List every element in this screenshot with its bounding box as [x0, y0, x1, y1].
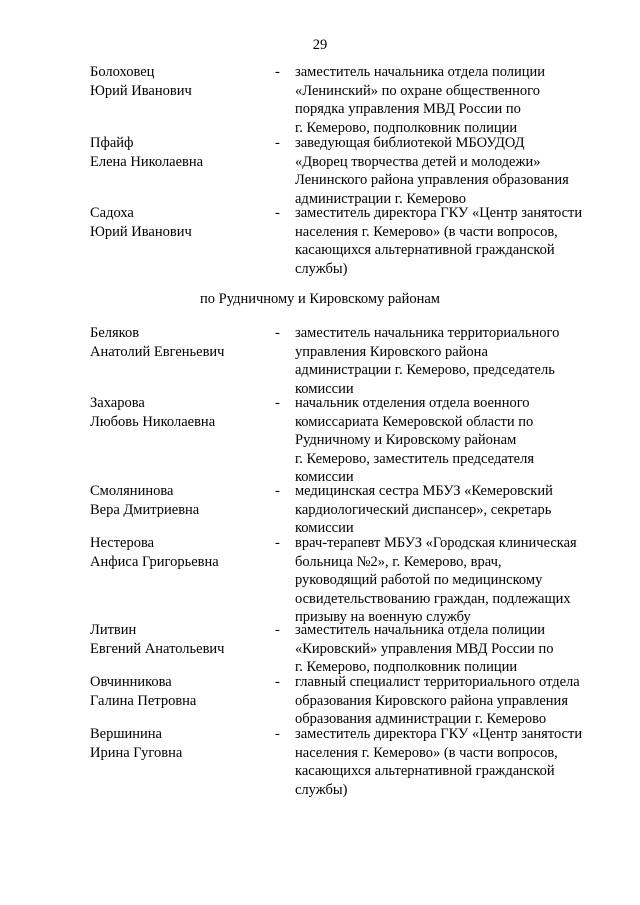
member-given-names: Галина Петровна [90, 692, 197, 709]
position-line: управления Кировского района [295, 343, 488, 360]
position-line: медицинская сестра МБУЗ «Кемеровский [295, 483, 553, 499]
member-name [90, 63, 270, 100]
separator-dash: - [275, 205, 280, 221]
position-line: г. Кемерово, подполковник полиции [295, 119, 518, 136]
position-line: комиссии [295, 380, 354, 397]
member-surname: Болоховец [90, 64, 155, 80]
member-surname: Смолянинова [90, 483, 174, 499]
position-line: службы) [295, 260, 348, 277]
position-line: г. Кемерово, подполковник полиции [295, 659, 518, 675]
position-line: г. Кемерово, заместитель председателя [295, 450, 534, 467]
member-surname: Пфайф [90, 135, 134, 151]
position-line: образования администрации г. Кемерово [295, 711, 547, 727]
member-position [295, 134, 610, 208]
separator-dash: - [275, 622, 280, 638]
position-line: кардиологический диспансер», секретарь [295, 501, 552, 518]
position-line: службы) [295, 781, 348, 798]
member-name [90, 134, 270, 171]
member-name [90, 673, 270, 710]
member-position [295, 621, 610, 677]
position-line: врач-терапевт МБУЗ «Городская клиническая [295, 535, 577, 551]
position-line: образования Кировского района управления [295, 692, 568, 709]
member-position [295, 204, 610, 278]
separator-dash: - [275, 64, 280, 80]
separator-dash: - [275, 395, 280, 411]
position-line: касающихся альтернативной гражданской [295, 242, 555, 258]
member-position [295, 534, 610, 627]
member-surname: Беляков [90, 325, 140, 341]
member-surname: Овчинникова [90, 674, 172, 690]
position-line: больница №2», г. Кемерово, врач, [295, 553, 502, 570]
member-name [90, 394, 270, 431]
member-given-names: Юрий Иванович [90, 82, 192, 99]
position-line: «Кировский» управления МВД России по [295, 640, 554, 657]
position-line: заместитель начальника территориального [295, 325, 560, 341]
position-line: заместитель директора ГКУ «Центр занятости [295, 205, 583, 221]
member-given-names: Елена Николаевна [90, 153, 204, 170]
separator-dash: - [275, 535, 280, 551]
position-line: комиссии [295, 520, 354, 536]
position-line: заместитель начальника отдела полиции [295, 622, 546, 638]
member-position [295, 725, 610, 799]
member-given-names: Евгений Анатольевич [90, 640, 225, 657]
position-line: Рудничному и Кировскому районам [295, 432, 517, 448]
position-line: главный специалист территориального отдела [295, 674, 580, 690]
member-given-names: Анфиса Григорьевна [90, 553, 219, 570]
member-name [90, 621, 270, 658]
member-surname: Литвин [90, 622, 137, 638]
member-given-names: Юрий Иванович [90, 223, 192, 240]
position-line: администрации г. Кемерово, председатель [295, 362, 555, 378]
separator-dash: - [275, 325, 280, 341]
member-given-names: Ирина Гуговна [90, 744, 183, 761]
member-given-names: Анатолий Евгеньевич [90, 343, 225, 360]
position-line: порядка управления МВД России по [295, 101, 521, 117]
position-line: «Ленинский» по охране общественного [295, 82, 541, 99]
position-line: заместитель начальника отдела полиции [295, 64, 546, 80]
member-name [90, 324, 270, 361]
member-name [90, 482, 270, 519]
member-surname: Нестерова [90, 535, 155, 551]
position-line: заведующая библиотекой МБОУДОД [295, 135, 525, 151]
member-position [295, 324, 610, 398]
position-line: касающихся альтернативной гражданской [295, 763, 555, 779]
separator-dash: - [275, 483, 280, 499]
separator-dash: - [275, 135, 280, 151]
member-surname: Вершинина [90, 726, 162, 742]
member-position [295, 63, 610, 137]
member-name [90, 534, 270, 571]
member-given-names: Вера Дмитриевна [90, 501, 200, 518]
position-line: Ленинского района управления образования [295, 172, 569, 188]
separator-dash: - [275, 726, 280, 742]
position-line: комиссариата Кемеровской области по [295, 413, 534, 430]
member-position [295, 394, 610, 487]
position-line: населения г. Кемерово» (в части вопросов, [295, 223, 558, 240]
member-name [90, 204, 270, 241]
position-line: населения г. Кемерово» (в части вопросов, [295, 744, 558, 761]
member-surname: Садоха [90, 205, 134, 221]
member-name [90, 725, 270, 762]
member-surname: Захарова [90, 395, 145, 411]
position-line: призыву на военную службу [295, 609, 471, 625]
section-heading: по Рудничному и Кировскому районам [200, 291, 440, 307]
page-number: 29 [312, 37, 328, 53]
member-given-names: Любовь Николаевна [90, 413, 216, 430]
member-position [295, 673, 610, 729]
position-line: администрации г. Кемерово [295, 190, 467, 207]
position-line: начальник отделения отдела военного [295, 395, 530, 411]
separator-dash: - [275, 674, 280, 690]
position-line: «Дворец творчества детей и молодежи» [295, 153, 541, 170]
position-line: комиссии [295, 469, 354, 485]
member-position [295, 482, 610, 538]
position-line: заместитель директора ГКУ «Центр занятости [295, 726, 583, 742]
position-line: руководящий работой по медицинскому [295, 572, 543, 588]
position-line: освидетельствованию граждан, подлежащих [295, 590, 571, 607]
